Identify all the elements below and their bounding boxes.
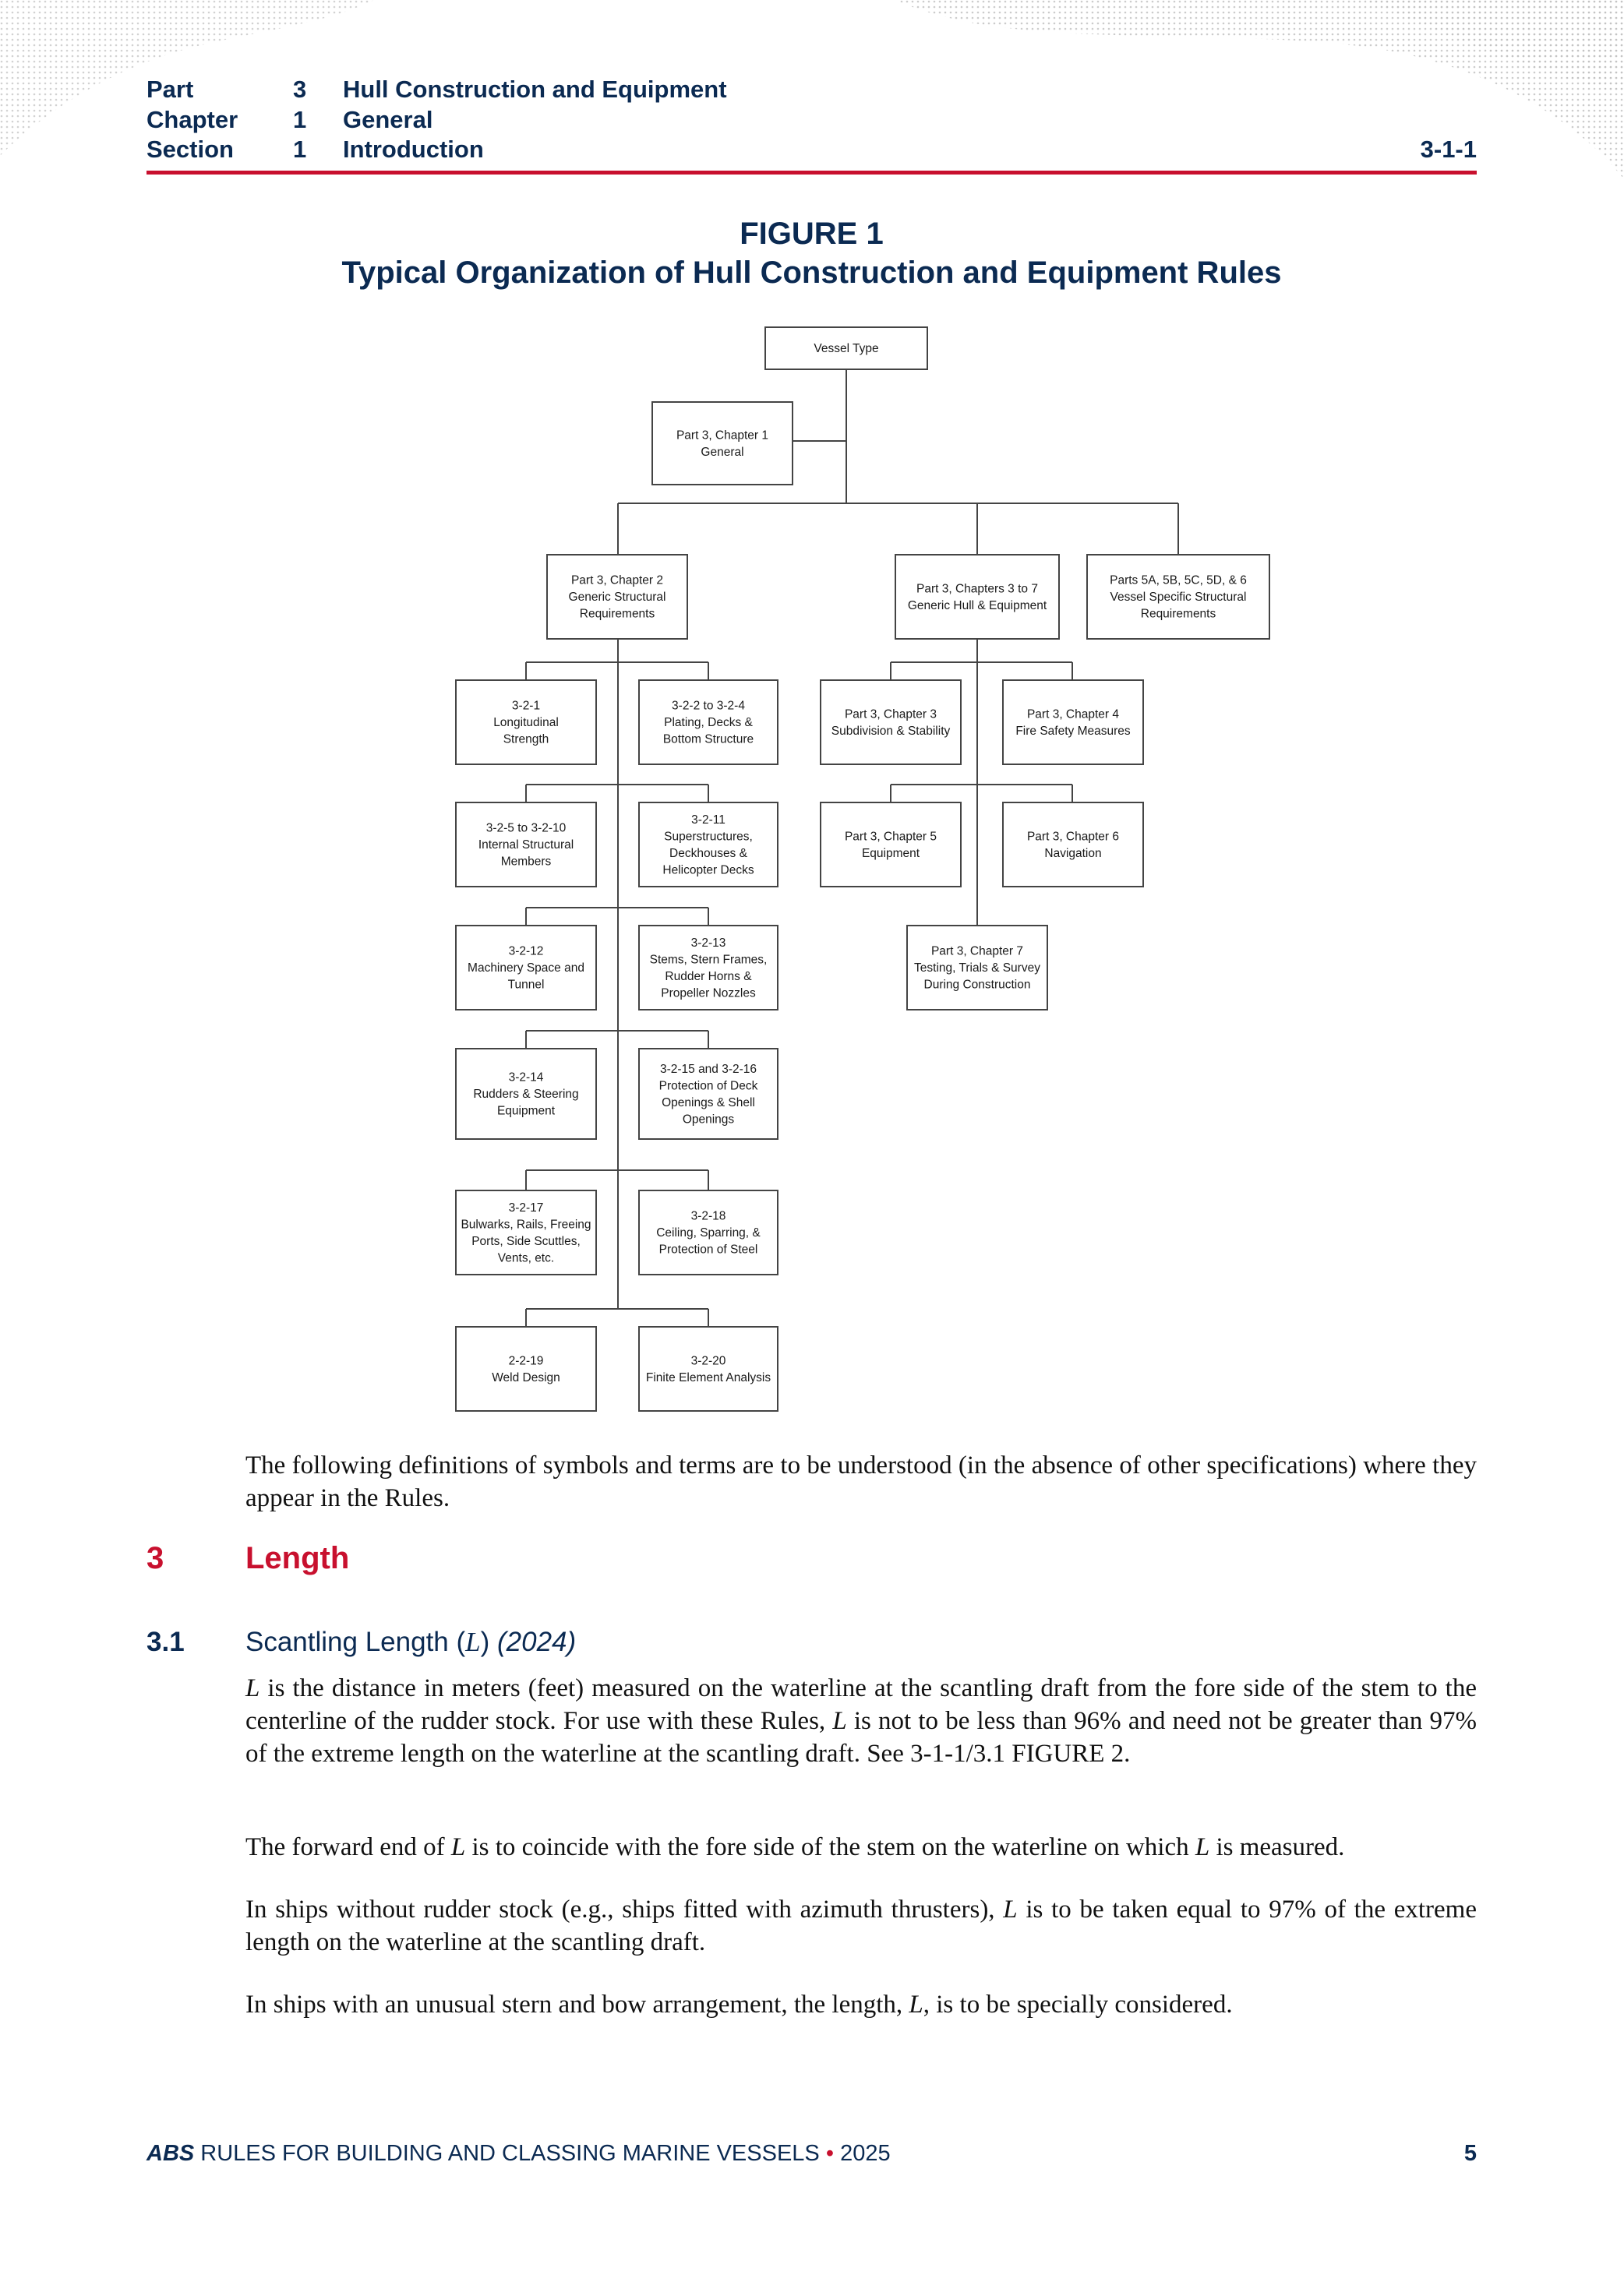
- chart-box-label: 3-2-12: [508, 944, 544, 958]
- chart-box-b3218: [639, 1190, 778, 1275]
- page-number: 5: [1463, 2141, 1477, 2166]
- paragraph-3-text-b: is to be taken equal to 97% of the extreme length on the waterline at the scantling draft.: [245, 1896, 1477, 1956]
- chart-box-label: Weld Design: [492, 1370, 560, 1384]
- chart-box-parts5: [1087, 555, 1269, 639]
- chart-box-label: Ceiling, Sparring, &: [656, 1226, 761, 1240]
- symbol-L: L: [450, 1833, 466, 1861]
- chart-box-label: 3-2-1: [511, 699, 541, 713]
- chart-box-label: Requirements: [579, 607, 655, 621]
- chart-box-b325: [456, 802, 596, 887]
- chart-box-p3c1: [652, 402, 793, 485]
- chart-box-b3217: [456, 1190, 596, 1275]
- section-3-1-year: (2024): [497, 1627, 577, 1657]
- chart-box-label: Part 3, Chapter 6: [1026, 830, 1120, 844]
- chart-box-label: Part 3, Chapter 1: [676, 429, 769, 443]
- chart-box-label: Part 3, Chapter 3: [844, 707, 937, 721]
- chart-box-p3c5: [821, 802, 961, 887]
- paragraph-2-text-c: is measured.: [1209, 1833, 1345, 1861]
- chart-box-b3220: [639, 1327, 778, 1411]
- chart-box-p3c4: [1003, 680, 1143, 764]
- section-3-1-title-text: Scantling Length (: [245, 1627, 466, 1657]
- chart-box-label: Generic Structural: [568, 591, 666, 604]
- chart-box-b322: [639, 680, 778, 764]
- paragraph-4-text-b: , is to be specially considered.: [923, 1991, 1233, 2019]
- chart-box-frame: [652, 402, 793, 485]
- chart-box-b3215: [639, 1049, 778, 1139]
- section-3-1-title: [245, 1627, 576, 1658]
- chart-box-label: 3-2-20: [690, 1354, 726, 1368]
- paragraph-2: [245, 1831, 1477, 1864]
- chart-box-frame: [1003, 802, 1143, 887]
- chart-box-label: Generic Hull & Equipment: [907, 598, 1047, 612]
- chart-box-frame: [821, 802, 961, 887]
- chart-box-label: 2-2-19: [508, 1354, 544, 1368]
- section-3-1-title-close: ): [480, 1627, 490, 1657]
- paragraph-2-text-b: is to coincide with the fore side of the stem on the waterline on which: [465, 1833, 1195, 1861]
- chart-box-label: Part 3, Chapter 5: [844, 830, 937, 844]
- chart-box-label: Part 3, Chapters 3 to 7: [916, 582, 1038, 596]
- paragraph-4-text-a: In ships with an unusual stern and bow arrangement, the length,: [245, 1991, 909, 2019]
- chart-box-label: Longitudinal: [493, 716, 559, 729]
- intro-paragraph: The following definitions of symbols and terms are to be understood (in the absence of other specifications) where they appear in the Rules.: [245, 1451, 1477, 1512]
- chart-box-label: 3-2-5 to 3-2-10: [485, 821, 567, 835]
- header-section-number: 1: [293, 136, 307, 163]
- figure-number: FIGURE 1: [740, 217, 884, 251]
- chart-box-label: Openings: [682, 1113, 735, 1127]
- chart-box-label: 3-2-13: [690, 936, 726, 950]
- header-section-label: Section: [147, 136, 234, 163]
- chart-box-label: Helicopter Decks: [662, 863, 754, 877]
- chart-box-label: 3-2-14: [508, 1070, 544, 1085]
- chart-box-label: Rudders & Steering: [473, 1088, 579, 1101]
- chart-box-label: Vessel Type: [814, 342, 879, 355]
- chart-box-label: Internal Structural: [478, 838, 574, 852]
- chart-box-label: Plating, Decks &: [664, 716, 753, 729]
- chart-box-label: Stems, Stern Frames,: [649, 953, 768, 967]
- paragraph-2-text-a: The forward end of: [245, 1833, 451, 1861]
- chart-box-label: Superstructures,: [664, 830, 753, 844]
- chart-box-label: Openings & Shell: [662, 1095, 755, 1109]
- chart-box-frame: [895, 555, 1059, 639]
- chart-box-b321: [456, 680, 596, 764]
- header-chapter-label: Chapter: [147, 106, 238, 133]
- chart-box-frame: [639, 1327, 778, 1411]
- chart-box-b3212: [456, 926, 596, 1010]
- chart-box-label: Members: [500, 855, 552, 869]
- chart-box-label: Equipment: [496, 1104, 556, 1118]
- header-part-number: 3: [293, 76, 307, 103]
- chart-box-p3c2: [547, 555, 687, 639]
- paragraph-3-text-a: In ships without rudder stock (e.g., ships fitted with azimuth thrusters),: [245, 1896, 1004, 1924]
- chart-box-b3214: [456, 1049, 596, 1139]
- symbol-L: L: [832, 1707, 847, 1735]
- figure-title: Typical Organization of Hull Construction and Equipment Rules: [341, 256, 1282, 290]
- chart-box-frame: [456, 1327, 596, 1411]
- chart-box-p3c7: [907, 926, 1047, 1010]
- chart-box-p3c3to7: [895, 555, 1059, 639]
- symbol-L: L: [1195, 1833, 1210, 1861]
- chart-box-p3c6: [1003, 802, 1143, 887]
- chart-box-label: Navigation: [1044, 846, 1102, 860]
- paragraph-1: [245, 1672, 1477, 1770]
- symbol-L: L: [909, 1991, 923, 2019]
- chart-box-frame: [821, 680, 961, 764]
- chart-box-label: Requirements: [1140, 607, 1216, 621]
- paragraph-3: [245, 1893, 1477, 1959]
- chart-box-label: General: [701, 445, 744, 459]
- header-part-label: Part: [147, 76, 194, 103]
- chart-box-label: Equipment: [861, 846, 920, 860]
- chart-box-label: Machinery Space and: [468, 961, 584, 975]
- section-3-number: 3: [147, 1541, 164, 1575]
- chart-box-label: During Construction: [923, 978, 1031, 992]
- chart-box-label: Protection of Steel: [658, 1243, 758, 1257]
- chart-box-label: 3-2-17: [508, 1201, 544, 1215]
- chart-box-frame: [1003, 680, 1143, 764]
- chart-box-label: 3-2-2 to 3-2-4: [672, 699, 745, 713]
- chart-box-vessel-type: [765, 327, 927, 369]
- chart-box-label: Bulwarks, Rails, Freeing: [461, 1218, 591, 1232]
- symbol-L: L: [245, 1674, 260, 1702]
- header-part-title: Hull Construction and Equipment: [343, 76, 727, 103]
- section-3-1-number: 3.1: [147, 1627, 185, 1657]
- footer-title: RULES FOR BUILDING AND CLASSING MARINE VESSELS: [194, 2141, 820, 2166]
- chart-box-label: Tunnel: [507, 978, 545, 992]
- chart-box-label: Vessel Specific Structural: [1110, 591, 1247, 604]
- chart-boxes: [456, 327, 1269, 1411]
- chart-box-label: 3-2-15 and 3-2-16: [659, 1062, 757, 1076]
- chart-box-label: Fire Safety Measures: [1015, 724, 1131, 738]
- header-section-code: 3-1-1: [1420, 136, 1477, 163]
- chart-box-label: Deckhouses &: [669, 846, 747, 860]
- header-section-title: Introduction: [343, 136, 484, 163]
- header-chapter-number: 1: [293, 106, 307, 133]
- chart-box-b3211: [639, 802, 778, 887]
- symbol-L: L: [1003, 1896, 1018, 1924]
- chart-box-label: Part 3, Chapter 7: [930, 944, 1024, 958]
- chart-box-label: Vents, etc.: [497, 1251, 555, 1265]
- paragraph-1-text-a: is the distance in meters (feet) measured on the waterline at the scantling draft from the fore side of the stem to the centerline of the rudder stock. For use with these Rules,: [245, 1674, 1477, 1735]
- section-3-1-symbol: L: [465, 1627, 481, 1657]
- paragraph-1-text-b: is not to be less than 96% and need not be greater than 97% of the extreme length on the waterline at the scantling draft. See 3-1-1/3.1 FIGURE 2.: [245, 1707, 1477, 1768]
- chart-box-label: Subdivision & Stability: [831, 724, 951, 738]
- chart-box-label: Parts 5A, 5B, 5C, 5D, & 6: [1110, 573, 1247, 587]
- chart-box-label: Part 3, Chapter 4: [1026, 707, 1120, 721]
- chart-box-b3213: [639, 926, 778, 1010]
- chart-box-label: 3-2-18: [690, 1209, 726, 1223]
- chart-box-label: Propeller Nozzles: [661, 986, 756, 1000]
- header-chapter-title: General: [343, 106, 433, 133]
- chart-box-label: 3-2-11: [691, 813, 726, 827]
- chart-box-b2219: [456, 1327, 596, 1411]
- footer-year: 2025: [840, 2141, 891, 2166]
- chart-box-label: Protection of Deck: [658, 1079, 758, 1093]
- chart-box-label: Testing, Trials & Survey: [914, 961, 1040, 975]
- chart-box-label: Strength: [503, 732, 549, 746]
- paragraph-4: [245, 1988, 1477, 2021]
- chart-box-label: Bottom Structure: [662, 732, 754, 746]
- footer-publication: [147, 2141, 891, 2167]
- chart-box-label: Rudder Horns &: [665, 969, 752, 983]
- chart-box-label: Part 3, Chapter 2: [570, 573, 664, 587]
- footer-bullet: •: [819, 2141, 841, 2166]
- footer-brand: ABS: [147, 2141, 195, 2166]
- section-3-title: Length: [245, 1541, 350, 1575]
- chart-box-label: Ports, Side Scuttles,: [471, 1234, 581, 1248]
- chart-box-p3c3: [821, 680, 961, 764]
- chart-box-label: Finite Element Analysis: [645, 1370, 771, 1384]
